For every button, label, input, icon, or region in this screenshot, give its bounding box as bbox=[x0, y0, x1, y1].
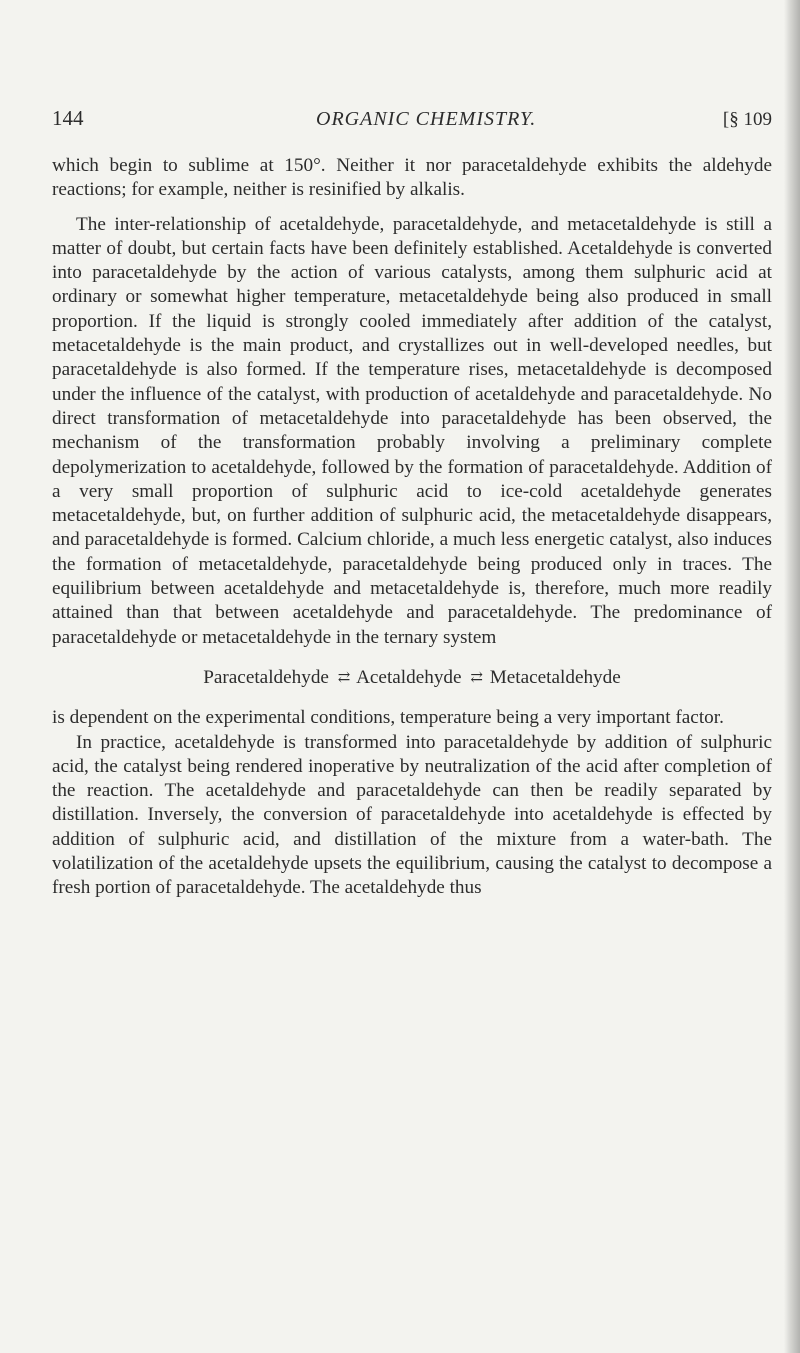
equation-metacetaldehyde: Metacetaldehyde bbox=[489, 666, 621, 688]
equation-paracetaldehyde: Paracetaldehyde bbox=[203, 666, 329, 688]
running-head: ORGANIC CHEMISTRY. bbox=[316, 108, 537, 130]
equilibrium-equation bbox=[52, 666, 772, 690]
section-reference: [§ 109 bbox=[722, 109, 772, 130]
page-body bbox=[52, 154, 772, 901]
paragraph-conditions: is dependent on the experimental conditions, temperature being a very important factor. bbox=[52, 707, 724, 729]
page-number: 144 bbox=[52, 106, 84, 130]
equilibrium-arrow-icon: ⇄ bbox=[470, 669, 481, 686]
page-header bbox=[52, 103, 772, 143]
paragraph-continuation: which begin to sublime at 150°. Neither it nor paracetaldehyde exhibits the aldehyde reactions; for example, neither is resinified by alkalis. bbox=[52, 155, 772, 201]
equilibrium-arrow-icon: ⇄ bbox=[337, 669, 349, 686]
equation-acetaldehyde: Acetaldehyde bbox=[356, 666, 462, 688]
paragraph-practice: In practice, acetaldehyde is transformed into paracetaldehyde by addition of sulphuric acid, the catalyst being rendered inoperative by neutralization of the acid after completion of the reaction. The acetaldehyde and paracetaldehyde can then be readily separated by distillation. Inversely, the conversion of paracetaldehyde into acetaldehyde is effected by addition of sulphuric acid, and distillation of the mixture from a water-bath. The volatilization of the acetaldehyde upsets the equilibrium, causing the catalyst to decompose a fresh portion of paracetaldehyde. The acetaldehyde thus bbox=[52, 731, 772, 899]
paragraph-inter-relationship: The inter-relationship of acetaldehyde, paracetaldehyde, and metacetaldehyde is still a matter of doubt, but certain facts have been definitely established. Acetaldehyde is converted into paracetaldehyde by the action of various catalysts, among them sulphuric acid at ordinary or somewhat higher temperature, metacetaldehyde being also produced in small proportion. If the liquid is strongly cooled immediately after addition of the catalyst, metacetaldehyde is the main product, and crystallizes out in well-developed needles, but paracetaldehyde is also formed. If the temperature rises, metacetaldehyde is decomposed under the influence of the catalyst, with production of acetaldehyde and paracetaldehyde. No direct transformation of metacetaldehyde into paracetaldehyde has been observed, the mechanism of the transformation probably involving a preliminary complete depolymerization to acetaldehyde, followed by the formation of paracetaldehyde. Addition of a very small proportion of sulphuric acid to ice-cold acetaldehyde generates metacetaldehyde, but, on further addition of sulphuric acid, the metacetaldehyde disappears, and paracetaldehyde is formed. Calcium chloride, a much less energetic catalyst, also induces the formation of metacetaldehyde, paracetaldehyde being produced only in traces. The equilibrium between acetaldehyde and metacetaldehyde is, therefore, much more readily attained than that between acetaldehyde and paracetaldehyde. The predominance of paracetaldehyde or metacetaldehyde in the ternary system bbox=[52, 213, 772, 648]
page-edge-shadow bbox=[784, 0, 800, 1353]
